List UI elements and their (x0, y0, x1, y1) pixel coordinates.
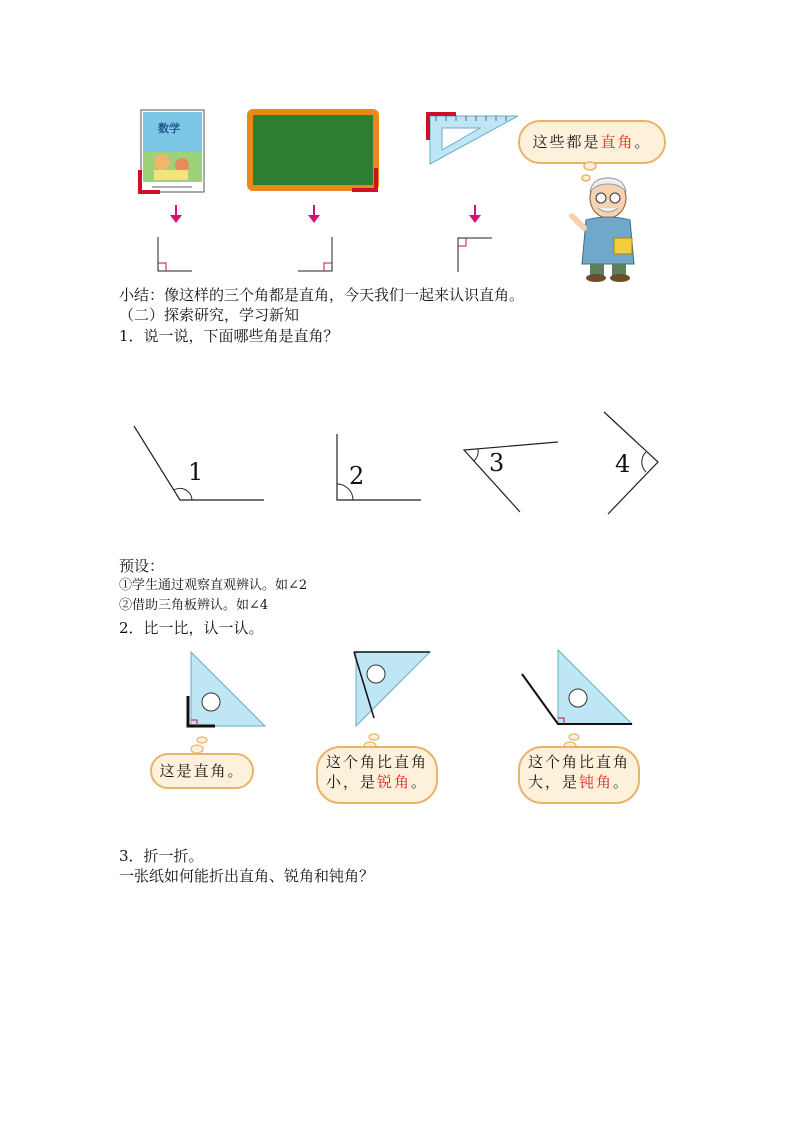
right-angle-marker-book (138, 168, 160, 194)
speech-part1: 这些都是 (532, 133, 601, 151)
angle-label-1: 1 (188, 458, 204, 486)
speech-bubble-right-angles (518, 120, 666, 164)
question-3-text: 一张纸如何能折出直角、锐角和钝角？ (119, 867, 375, 885)
textbook-title: 数学 (158, 122, 180, 135)
summary-text: 小结：像这样的三个角都是直角，今天我们一起来认识直角。 (119, 286, 525, 304)
down-arrow-icon (308, 205, 320, 223)
angle-label-4: 4 (615, 450, 631, 478)
bubble-obtuse-highlight: 钝角 (578, 773, 613, 791)
teacher-character-image (568, 176, 648, 282)
triangle-ruler-image (426, 112, 526, 168)
bubble-acute-line2-part1: 小，是 (325, 773, 377, 791)
compare-right-angle-figure (185, 650, 269, 730)
angle-label-2: 2 (349, 462, 365, 490)
preset-item-2: ②借助三角板辨认。如∠4 (119, 598, 269, 613)
right-angle-diagram-3 (456, 236, 496, 276)
angle-figure-2 (333, 432, 433, 512)
question-3-prompt: 3．折一折。 (119, 847, 204, 865)
bubble-acute-highlight: 锐角 (376, 773, 411, 791)
angle-label-3: 3 (489, 449, 505, 477)
bubble-right-angle-text: 这是直角。 (159, 762, 245, 780)
preset-item-1: ①学生通过观察直观辨认。如∠2 (119, 578, 308, 593)
question-1-prompt: 1．说一说，下面哪些角是直角？ (119, 327, 339, 345)
right-angle-diagram-1 (156, 235, 196, 275)
speech-highlight: 直角 (600, 133, 635, 151)
bubble-right-angle (150, 753, 254, 789)
down-arrow-icon (469, 205, 481, 223)
section-heading: （二）探索研究，学习新知 (119, 306, 300, 324)
bubble-acute-line1: 这个角比直角 (325, 753, 428, 771)
bubble-acute-line2-part2: 。 (411, 773, 429, 791)
right-angle-marker-board (350, 166, 380, 194)
bubble-obtuse-line1: 这个角比直角 (527, 753, 630, 771)
angle-figure-3 (460, 436, 570, 526)
question-2-prompt: 2．比一比，认一认。 (119, 619, 264, 637)
compare-obtuse-angle-figure (518, 648, 638, 728)
bubble-obtuse-angle (518, 746, 640, 804)
angle-figure-4 (600, 410, 670, 520)
preset-title: 预设： (119, 557, 165, 575)
right-angle-diagram-2 (296, 235, 336, 275)
bubble-obtuse-line2-part2: 。 (613, 773, 631, 791)
down-arrow-icon (170, 205, 182, 223)
bubble-obtuse-line2-part1: 大，是 (527, 773, 579, 791)
compare-acute-angle-figure (350, 648, 434, 730)
bubble-acute-angle (316, 746, 438, 804)
speech-part2: 。 (634, 133, 652, 151)
